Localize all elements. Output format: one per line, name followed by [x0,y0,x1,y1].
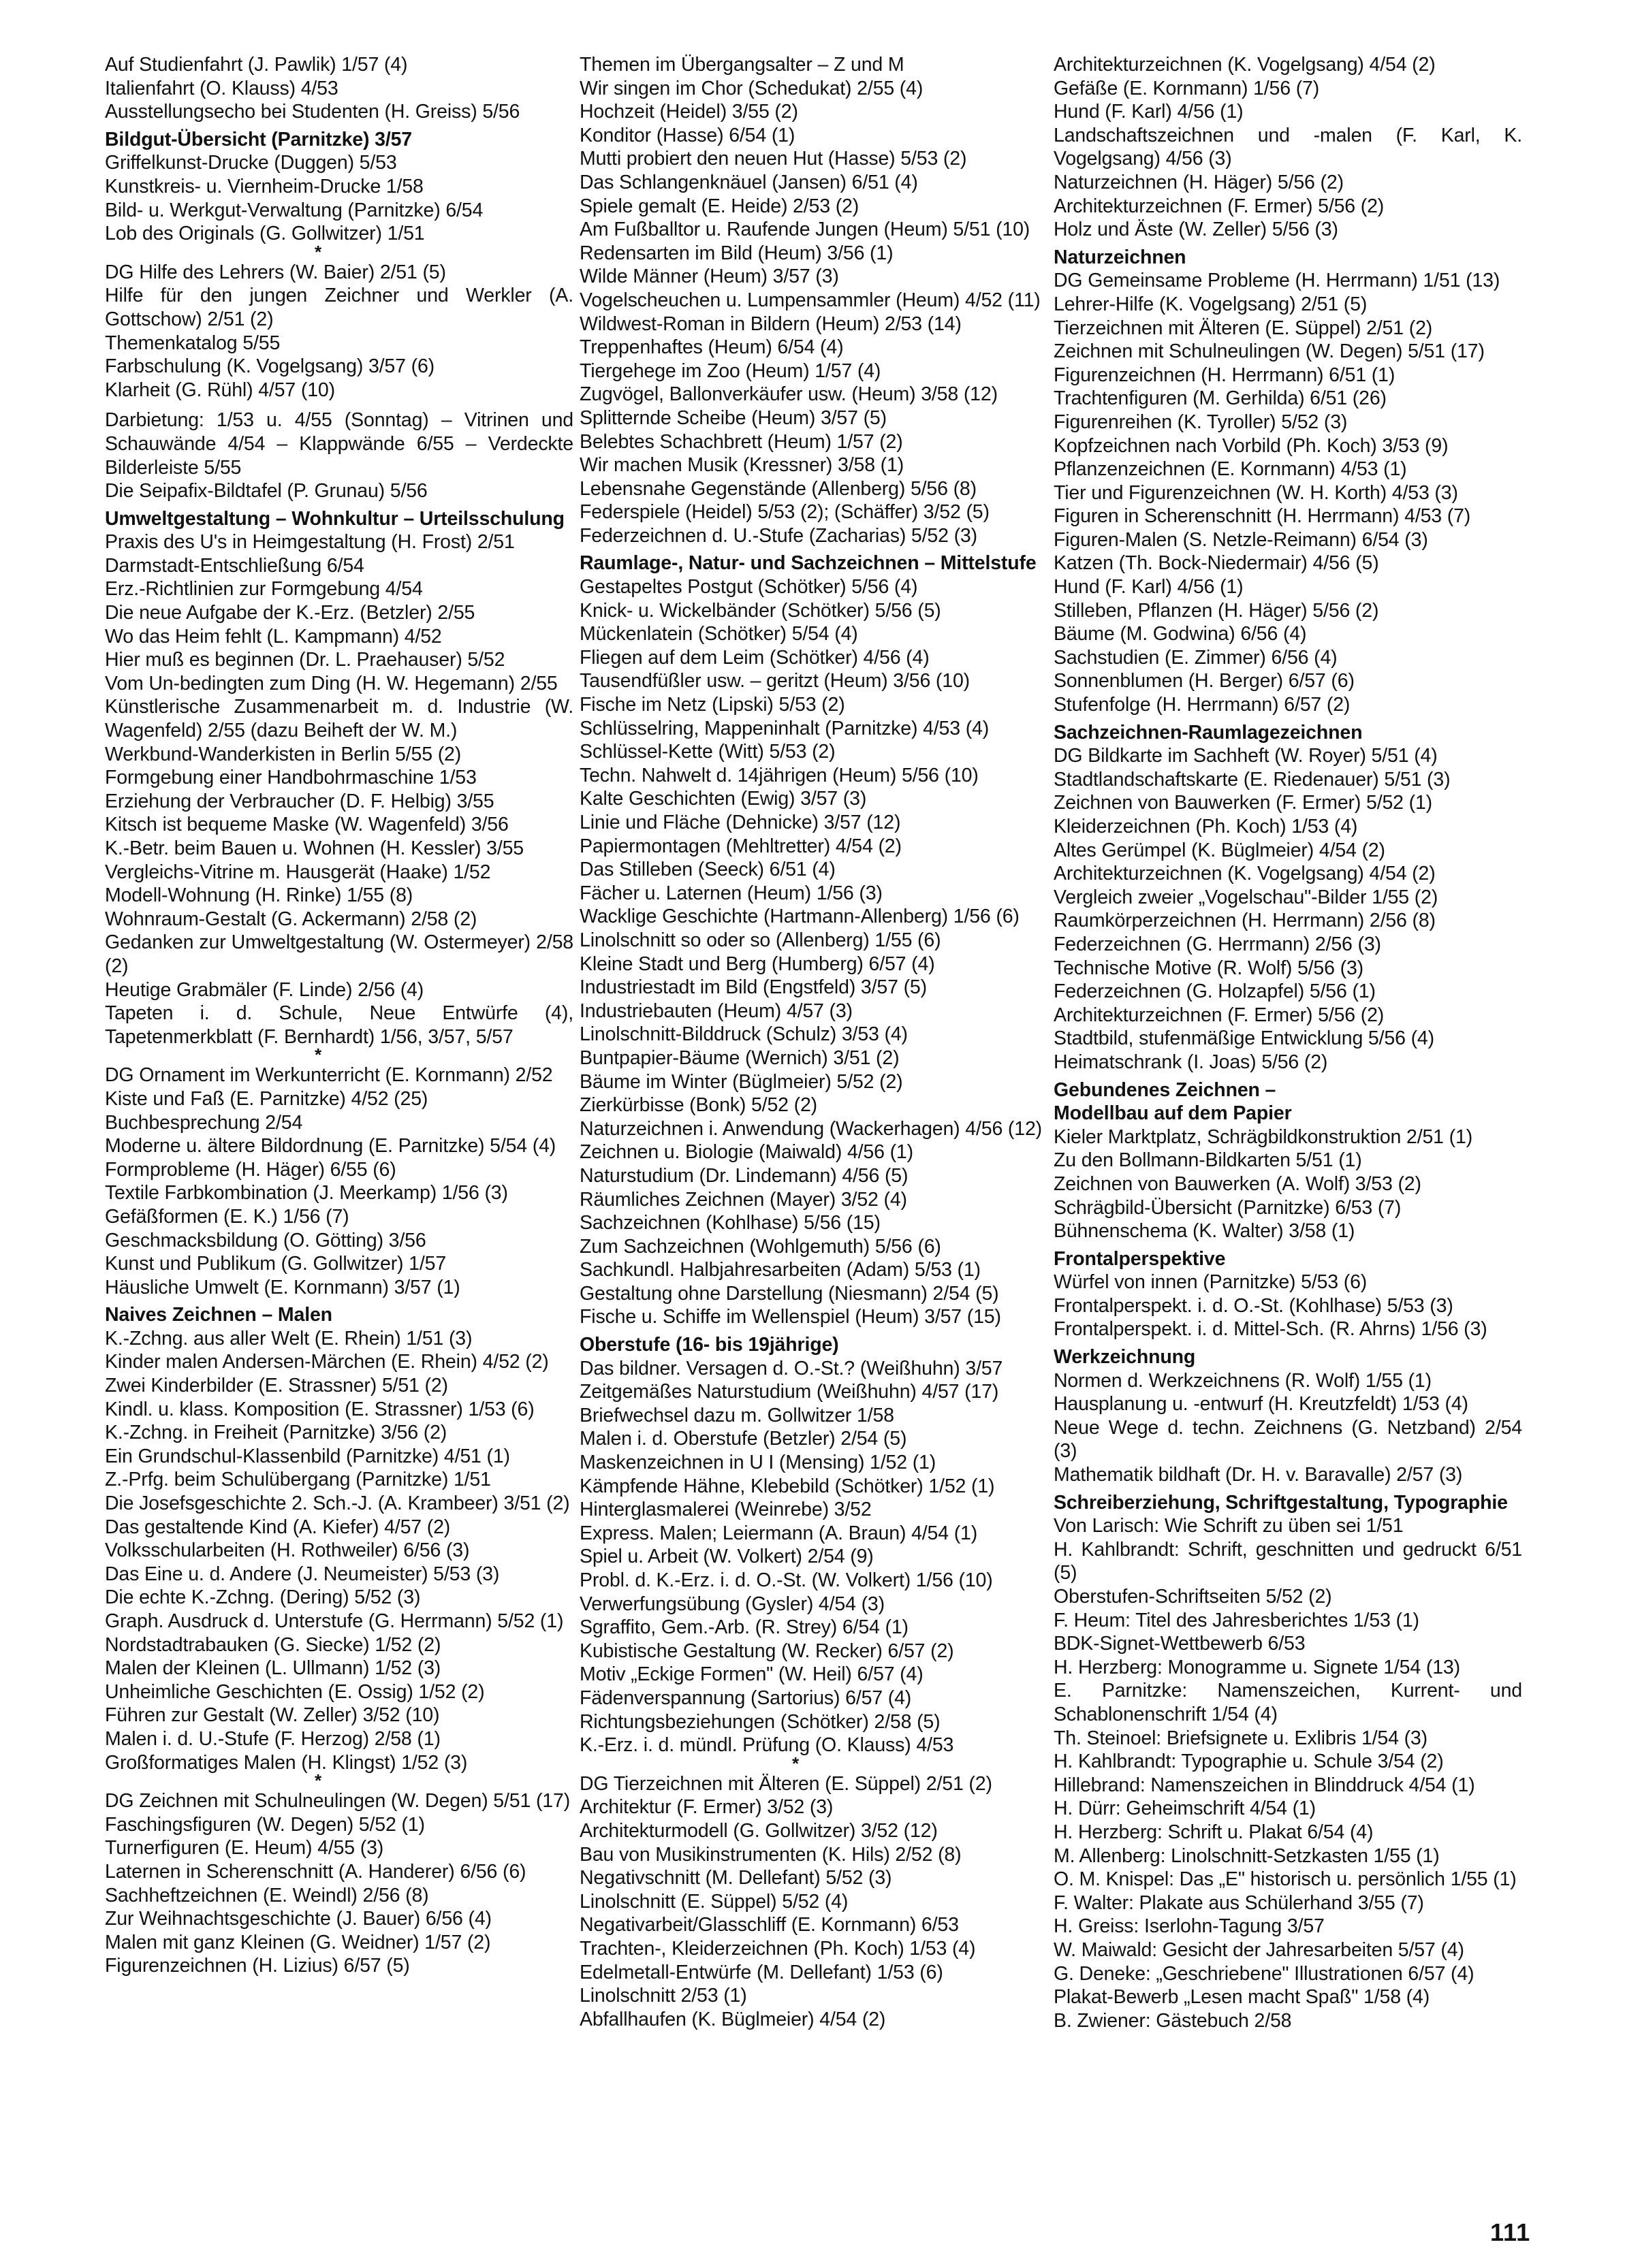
index-entry: K.-Zchng. in Freiheit (Parnitzke) 3/56 (2) [105,1422,447,1444]
separator-asterisk: * [792,1753,799,1774]
index-entry: Bau von Musikinstrumenten (K. Hils) 2/52 (8) [580,1843,962,1866]
index-entry: Negativschnitt (M. Dellefant) 5/52 (3) [580,1867,892,1889]
index-entry: Mathematik bildhaft (Dr. H. v. Baravalle) 2/57 (3) [1054,1464,1463,1486]
index-entry: Motiv „Eckige Formen" (W. Heil) 6/57 (4) [580,1663,924,1686]
index-entry: Holz und Äste (W. Zeller) 5/56 (3) [1054,219,1338,241]
index-entry: Volksschularbeiten (H. Rothweiler) 6/56 (3) [105,1539,470,1562]
index-entry: Faschingsfiguren (W. Degen) 5/52 (1) [105,1813,425,1836]
index-entry: Graph. Ausdruck d. Unterstufe (G. Herrmann) 5/52 (1) [105,1610,564,1632]
index-entry: Gefäßformen (E. K.) 1/56 (7) [105,1205,349,1228]
index-entry: Geschmacksbildung (O. Götting) 3/56 [105,1229,426,1251]
index-entry: Stadtbild, stufenmäßige Entwicklung 5/56 (4) [1054,1027,1434,1050]
index-entry: Schrägbild-Übersicht (Parnitzke) 6/53 (7) [1054,1196,1402,1219]
index-entry: Die Josefsgeschichte 2. Sch.-J. (A. Krambeer) 3/51 (2) [105,1492,570,1515]
index-entry: Richtungsbeziehungen (Schötker) 2/58 (5) [580,1710,941,1733]
index-entry: Sachheftzeichnen (E. Weindl) 2/56 (8) [105,1884,429,1906]
index-entry: Zur Weihnachtsgeschichte (J. Bauer) 6/56 (4) [105,1908,492,1930]
index-entry: Räumliches Zeichnen (Mayer) 3/52 (4) [580,1188,907,1211]
index-entry: Sachzeichnen (Kohlhase) 5/56 (15) [580,1212,881,1234]
index-entry: Pflanzenzeichnen (E. Kornmann) 4/53 (1) [1054,458,1407,481]
index-entry: M. Allenberg: Linolschnitt-Setzkasten 1/55 (1) [1054,1844,1440,1867]
index-entry: DG Zeichnen mit Schulneulingen (W. Degen) 5/51 (17) [105,1790,571,1812]
index-entry: Unheimliche Geschichten (E. Ossig) 1/52 (2) [105,1680,485,1703]
index-entry: Architekturzeichnen (K. Vogelgsang) 4/54 (2) [1054,863,1436,885]
index-entry: Schlüssel-Kette (Witt) 5/53 (2) [580,741,836,763]
index-entry: Malen mit ganz Kleinen (G. Weidner) 1/57 (2) [105,1931,491,1953]
index-entry: Linolschnitt so oder so (Allenberg) 1/55 (6) [580,929,941,951]
index-entry: Naturzeichnen (H. Häger) 5/56 (2) [1054,171,1344,193]
index-entry: Turnerfiguren (E. Heum) 4/55 (3) [105,1837,384,1859]
index-entry: Tierzeichnen mit Älteren (E. Süppel) 2/51 (2) [1054,317,1433,339]
index-entry: Wir machen Musik (Kressner) 3/58 (1) [580,454,904,477]
index-entry: Frontalperspekt. i. d. Mittel-Sch. (R. Ahrns) 1/56 (3) [1054,1318,1487,1341]
index-entry: Kalte Geschichten (Ewig) 3/57 (3) [580,788,867,810]
index-entry: Stilleben, Pflanzen (H. Häger) 5/56 (2) [1054,599,1379,622]
index-entry: Federzeichnen d. U.-Stufe (Zacharias) 5/52 (3) [580,524,977,547]
index-entry: Darbietung: 1/53 u. 4/55 (Sonntag) – Vitrinen und Schauwände 4/54 – Klappwände 6/55 – Verdeckte Bilderleiste 5/55 [105,409,573,479]
index-entry: Malen der Kleinen (L. Ullmann) 1/52 (3) [105,1657,441,1680]
index-entry: Kieler Marktplatz, Schrägbildkonstruktion 2/51 (1) [1054,1125,1473,1148]
section-heading: Oberstufe (16- bis 19jährige) [580,1334,839,1356]
index-entry: Papiermontagen (Mehltretter) 4/54 (2) [580,835,902,857]
section-heading: Werkzeichnung [1054,1346,1196,1369]
index-entry: Vergleich zweier „Vogelschau"-Bilder 1/55 (2) [1054,886,1438,908]
index-entry: Heimatschrank (I. Joas) 5/56 (2) [1054,1051,1328,1073]
index-entry: Tapeten i. d. Schule, Neue Entwürfe (4), Tapetenmerkblatt (F. Bernhardt) 1/56, 3/57, 5/57 [105,1002,573,1048]
index-entry: Sgraffito, Gem.-Arb. (R. Strey) 6/54 (1) [580,1616,909,1639]
index-entry: Das Eine u. d. Andere (J. Neumeister) 5/53 (3) [105,1563,500,1585]
index-entry: Kitsch ist bequeme Maske (W. Wagenfeld) 3/56 [105,814,509,836]
section-heading: Sachzeichnen-Raumlagezeichnen [1054,721,1363,744]
index-entry: Hillebrand: Namenszeichen in Blinddruck 4/54 (1) [1054,1774,1475,1796]
index-entry: Zeichnen mit Schulneulingen (W. Degen) 5/51 (17) [1054,340,1485,363]
index-entry: Modell-Wohnung (H. Rinke) 1/55 (8) [105,884,413,907]
index-column-3 [1054,53,1522,2032]
index-entry: Kubistische Gestaltung (W. Recker) 6/57 (2) [580,1640,954,1662]
index-entry: Spiel u. Arbeit (W. Volkert) 2/54 (9) [580,1546,874,1568]
index-entry: Hausplanung u. -entwurf (H. Kreutzfeldt) 1/53 (4) [1054,1393,1468,1416]
index-entry: Industriebauten (Heum) 4/57 (3) [580,1000,853,1022]
section-heading: Naives Zeichnen – Malen [105,1304,332,1326]
index-entry: Vom Un-bedingten zum Ding (H. W. Hegemann) 2/55 [105,672,558,694]
index-entry: Das Stilleben (Seeck) 6/51 (4) [580,859,836,881]
index-entry: Schlüsselring, Mappeninhalt (Parnitzke) 4/53 (4) [580,717,990,739]
index-entry: Verwerfungsübung (Gysler) 4/54 (3) [580,1593,885,1615]
page-number: 111 [1490,2218,1531,2246]
index-entry: Das gestaltende Kind (A. Kiefer) 4/57 (2) [105,1516,451,1538]
index-entry: Architekturzeichnen (K. Vogelgsang) 4/54 (2) [1054,54,1436,76]
index-entry: Belebtes Schachbrett (Heum) 1/57 (2) [580,430,903,453]
index-entry: Tier und Figurenzeichnen (W. H. Korth) 4/53 (3) [1054,481,1458,504]
index-entry: Tausendfüßler usw. – geritzt (Heum) 3/56 (10) [580,670,971,692]
index-column-1 [105,53,573,1978]
index-entry: Farbschulung (K. Vogelgsang) 3/57 (6) [105,355,435,378]
index-entry: H. Herzberg: Monogramme u. Signete 1/54 (13) [1054,1656,1460,1678]
index-entry: Würfel von innen (Parnitzke) 5/53 (6) [1054,1271,1368,1294]
index-entry: Darmstadt-Entschließung 6/54 [105,554,364,577]
index-entry: Figuren-Malen (S. Netzle-Reimann) 6/54 (3) [1054,528,1428,551]
index-entry: Vogelscheuchen u. Lumpensammler (Heum) 4/52 (11) [580,289,1041,311]
index-entry: Formprobleme (H. Häger) 6/55 (6) [105,1158,396,1181]
index-entry: Architekturzeichnen (F. Ermer) 5/56 (2) [1054,1004,1385,1026]
index-entry: K.-Zchng. aus aller Welt (E. Rhein) 1/51 (3) [105,1327,473,1349]
index-entry: Landschaftszeichnen und -malen (F. Karl, K. Vogelgsang) 4/56 (3) [1054,124,1522,170]
index-entry: Moderne u. ältere Bildordnung (E. Parnitzke) 5/54 (4) [105,1135,556,1157]
index-entry: Figurenreihen (K. Tyroller) 5/52 (3) [1054,411,1348,433]
index-entry: Techn. Nahwelt d. 14jährigen (Heum) 5/56 (10) [580,764,979,786]
index-entry: Künstlerische Zusammenarbeit m. d. Industrie (W. Wagenfeld) 2/55 (dazu Beiheft der W. M.) [105,696,573,742]
index-entry: Mutti probiert den neuen Hut (Hasse) 5/53 (2) [580,148,967,170]
index-entry: Bäume im Winter (Büglmeier) 5/52 (2) [580,1070,903,1093]
index-entry: Sonnenblumen (H. Berger) 6/57 (6) [1054,670,1355,692]
index-entry: Die echte K.-Zchng. (Dering) 5/52 (3) [105,1586,421,1609]
index-entry: Bäume (M. Godwina) 6/56 (4) [1054,623,1307,645]
index-entry: Wo das Heim fehlt (L. Kampmann) 4/52 [105,625,442,648]
index-entry: Express. Malen; Leiermann (A. Braun) 4/54 (1) [580,1522,978,1544]
index-entry: Hund (F. Karl) 4/56 (1) [1054,101,1244,123]
index-entry: Naturstudium (Dr. Lindemann) 4/56 (5) [580,1164,909,1187]
index-entry: Am Fußballtor u. Raufende Jungen (Heum) 5/51 (10) [580,219,1030,241]
index-entry: Kunst und Publikum (G. Gollwitzer) 1/57 [105,1253,447,1275]
index-entry: Klarheit (G. Rühl) 4/57 (10) [105,379,335,401]
index-entry: Die neue Aufgabe der K.-Erz. (Betzler) 2/55 [105,602,475,624]
index-entry: Zum Sachzeichnen (Wohlgemuth) 5/56 (6) [580,1235,941,1258]
index-entry: Altes Gerümpel (K. Büglmeier) 4/54 (2) [1054,839,1385,861]
index-entry: Treppenhaftes (Heum) 6/54 (4) [580,336,844,359]
index-entry: Hilfe für den jungen Zeichner und Werkler (A. Gottschow) 2/51 (2) [105,285,573,330]
index-entry: Gefäße (E. Kornmann) 1/56 (7) [1054,77,1320,99]
index-entry: H. Kahlbrandt: Schrift, geschnitten und gedruckt 6/51 (5) [1054,1538,1522,1584]
index-entry: Katzen (Th. Bock-Niedermair) 4/56 (5) [1054,552,1379,575]
index-entry: H. Dürr: Geheimschrift 4/54 (1) [1054,1798,1316,1820]
index-entry: E. Parnitzke: Namenszeichen, Kurrent- und Schablonenschrift 1/54 (4) [1054,1680,1522,1725]
section-heading: Frontalperspektive [1054,1247,1226,1270]
index-entry: Neue Wege d. techn. Zeichnens (G. Netzband) 2/54 (3) [1054,1416,1522,1463]
index-entry: Formgebung einer Handbohrmaschine 1/53 [105,767,477,789]
index-entry: Konditor (Hasse) 6/54 (1) [580,124,795,146]
index-entry: Wilde Männer (Heum) 3/57 (3) [580,266,839,288]
section-heading: Bildgut-Übersicht (Parnitzke) 3/57 [105,128,412,150]
index-entry: Ausstellungsecho bei Studenten (H. Greiss) 5/56 [105,101,520,123]
index-entry: Griffelkunst-Drucke (Duggen) 5/53 [105,152,397,174]
index-entry: Tiergehege im Zoo (Heum) 1/57 (4) [580,360,881,382]
index-entry: Malen i. d. Oberstufe (Betzler) 2/54 (5) [580,1428,907,1450]
index-entry: Das bildner. Versagen d. O.-St.? (Weißhuhn) 3/57 [580,1357,1003,1379]
index-entry: Mückenlatein (Schötker) 5/54 (4) [580,623,858,645]
index-entry: Redensarten im Bild (Heum) 3/56 (1) [580,242,894,264]
index-entry: Hinterglasmalerei (Weinrebe) 3/52 [580,1499,872,1521]
index-entry: Lehrer-Hilfe (K. Vogelgsang) 2/51 (5) [1054,293,1368,315]
index-entry: Knick- u. Wickelbänder (Schötker) 5/56 (5) [580,599,941,622]
index-entry: Gedanken zur Umweltgestaltung (W. Ostermeyer) 2/58 (2) [105,931,573,977]
index-entry: Abfallhaufen (K. Büglmeier) 4/54 (2) [580,2008,886,2030]
section-heading: Naturzeichnen [1054,246,1186,268]
section-heading: Raumlage-, Natur- und Sachzeichnen – Mittelstufe [580,552,1037,575]
separator-asterisk: * [315,241,321,262]
index-entry: Hund (F. Karl) 4/56 (1) [1054,576,1244,598]
index-entry: Figurenzeichnen (H. Lizius) 6/57 (5) [105,1955,410,1977]
index-entry: Fliegen auf dem Leim (Schötker) 4/56 (4) [580,646,930,669]
index-entry: Linie und Fläche (Dehnicke) 3/57 (12) [580,812,901,833]
index-entry: Fische im Netz (Lipski) 5/53 (2) [580,694,845,716]
index-entry: Linolschnitt (E. Süppel) 5/52 (4) [580,1890,849,1913]
index-entry: Kämpfende Hähne, Klebebild (Schötker) 1/52 (1) [580,1475,995,1497]
index-entry: Führen zur Gestalt (W. Zeller) 3/52 (10) [105,1704,440,1727]
index-entry: Federspiele (Heidel) 5/53 (2); (Schäffer) 3/52 (5) [580,501,990,524]
index-entry: Probl. d. K.-Erz. i. d. O.-St. (W. Volkert) 1/56 (10) [580,1569,993,1591]
index-entry: Linolschnitt-Bilddruck (Schulz) 3/53 (4) [580,1023,908,1046]
index-entry: Kiste und Faß (E. Parnitzke) 4/52 (25) [105,1087,428,1110]
index-entry: Trachtenfiguren (M. Gerhilda) 6/51 (26) [1054,387,1387,410]
index-entry: Splitternde Scheibe (Heum) 3/57 (5) [580,406,887,429]
index-entry: Erz.-Richtlinien zur Formgebung 4/54 [105,578,423,601]
section-heading: Modellbau auf dem Papier [1054,1102,1292,1125]
index-entry: Th. Steinoel: Briefsignete u. Exlibris 1/54 (3) [1054,1727,1427,1749]
index-entry: H. Greiss: Iserlohn-Tagung 3/57 [1054,1915,1325,1938]
index-entry: Architekturmodell (G. Gollwitzer) 3/52 (12) [580,1819,938,1842]
index-entry: Frontalperspekt. i. d. O.-St. (Kohlhase) 5/53 (3) [1054,1294,1453,1317]
index-entry: Zeichnen von Bauwerken (A. Wolf) 3/53 (2) [1054,1172,1421,1195]
separator-asterisk: * [315,1770,321,1791]
index-entry: Heutige Grabmäler (F. Linde) 2/56 (4) [105,978,424,1001]
index-entry: Normen d. Werkzeichnens (R. Wolf) 1/55 (1) [1054,1369,1432,1392]
index-entry: H. Herzberg: Schrift u. Plakat 6/54 (4) [1054,1821,1374,1843]
index-entry: DG Ornament im Werkunterricht (E. Kornmann) 2/52 [105,1064,553,1087]
index-entry: Architekturzeichnen (F. Ermer) 5/56 (2) [1054,195,1385,217]
index-entry: Sachkundl. Halbjahresarbeiten (Adam) 5/53 (1) [580,1259,981,1281]
index-entry: Maskenzeichnen in U I (Mensing) 1/52 (1) [580,1452,936,1474]
index-entry: Gestapeltes Postgut (Schötker) 5/56 (4) [580,576,918,598]
index-entry: Zu den Bollmann-Bildkarten 5/51 (1) [1054,1149,1362,1172]
index-entry: DG Hilfe des Lehrers (W. Baier) 2/51 (5) [105,261,446,283]
index-entry: Edelmetall-Entwürfe (M. Dellefant) 1/53 (6) [580,1961,943,1983]
index-entry: Kindl. u. klass. Komposition (E. Strassner) 1/53 (6) [105,1398,535,1420]
index-entry: Wildwest-Roman in Bildern (Heum) 2/53 (14) [580,313,962,335]
index-entry: DG Bildkarte im Sachheft (W. Royer) 5/51 (4) [1054,745,1438,767]
index-entry: Zugvögel, Ballonverkäufer usw. (Heum) 3/58 (12) [580,383,998,406]
index-entry: Von Larisch: Wie Schrift zu üben sei 1/51 [1054,1515,1404,1537]
index-entry: Großformatiges Malen (H. Klingst) 1/52 (3) [105,1751,468,1774]
index-entry: Zeitgemäßes Naturstudium (Weißhuhn) 4/57 (17) [580,1381,999,1403]
index-entry: Negativarbeit/Glasschliff (E. Kornmann) 6/53 [580,1914,959,1936]
index-entry: DG Tierzeichnen mit Älteren (E. Süppel) 2/51 (2) [580,1772,992,1795]
index-entry: Häusliche Umwelt (E. Kornmann) 3/57 (1) [105,1276,460,1298]
index-entry: Federzeichnen (G. Holzapfel) 5/56 (1) [1054,980,1376,1003]
index-entry: Zierkürbisse (Bonk) 5/52 (2) [580,1094,818,1117]
index-entry: Figurenzeichnen (H. Herrmann) 6/51 (1) [1054,364,1395,386]
index-entry: Architektur (F. Ermer) 3/52 (3) [580,1796,834,1819]
section-heading: Schreiberziehung, Schriftgestaltung, Typographie [1054,1491,1508,1514]
index-entry: Hochzeit (Heidel) 3/55 (2) [580,101,798,123]
index-entry: Laternen in Scherenschnitt (A. Handerer) 6/56 (6) [105,1860,526,1883]
index-entry: Wohnraum-Gestalt (G. Ackermann) 2/58 (2) [105,908,477,930]
index-entry: B. Zwiener: Gästebuch 2/58 [1054,2009,1292,2032]
index-entry: H. Kahlbrandt: Typographie u. Schule 3/54 (2) [1054,1751,1444,1773]
index-entry: Zeichnen u. Biologie (Maiwald) 4/56 (1) [580,1141,913,1164]
index-entry: Fächer u. Laternen (Heum) 1/56 (3) [580,882,883,904]
separator-asterisk: * [315,1044,321,1066]
index-entry: Wir singen im Chor (Schedukat) 2/55 (4) [580,77,924,99]
index-entry: Trachten-, Kleiderzeichnen (Ph. Koch) 1/53 (4) [580,1937,976,1960]
index-entry: Raumkörperzeichnen (H. Herrmann) 2/56 (8) [1054,910,1436,932]
index-entry: Kinder malen Andersen-Märchen (E. Rhein) 4/52 (2) [105,1351,549,1373]
index-entry: F. Heum: Titel des Jahresberichtes 1/53 (1) [1054,1609,1419,1631]
index-entry: Industriestadt im Bild (Engstfeld) 3/57 (5) [580,976,927,999]
index-entry: Fische u. Schiffe im Wellenspiel (Heum) 3/57 (15) [580,1306,1001,1328]
index-entry: Zwei Kinderbilder (E. Strassner) 5/51 (2) [105,1375,448,1397]
index-entry: Fädenverspannung (Sartorius) 6/57 (4) [580,1687,912,1709]
index-entry: Auf Studienfahrt (J. Pawlik) 1/57 (4) [105,54,408,76]
index-entry: F. Walter: Plakate aus Schülerhand 3/55 (7) [1054,1891,1424,1914]
index-entry: Bühnenschema (K. Walter) 3/58 (1) [1054,1220,1355,1243]
index-entry: Kunstkreis- u. Viernheim-Drucke 1/58 [105,175,424,197]
index-entry: Vergleichs-Vitrine m. Hausgerät (Haake) 1/52 [105,861,491,883]
index-entry: Italienfahrt (O. Klauss) 4/53 [105,77,338,99]
index-entry: BDK-Signet-Wettbewerb 6/53 [1054,1633,1306,1655]
index-entry: Kleiderzeichnen (Ph. Koch) 1/53 (4) [1054,816,1358,837]
index-entry: O. M. Knispel: Das „E" historisch u. persönlich 1/55 (1) [1054,1868,1517,1891]
index-entry: Gestaltung ohne Darstellung (Niesmann) 2/54 (5) [580,1282,999,1305]
index-entry: Spiele gemalt (E. Heide) 2/53 (2) [580,195,859,217]
index-entry: Stufenfolge (H. Herrmann) 6/57 (2) [1054,694,1351,716]
index-entry: Praxis des U's in Heimgestaltung (H. Frost) 2/51 [105,531,515,554]
index-entry: Lob des Originals (G. Gollwitzer) 1/51 [105,223,425,245]
index-entry: Oberstufen-Schriftseiten 5/52 (2) [1054,1586,1332,1608]
index-entry: Textile Farbkombination (J. Meerkamp) 1/56 (3) [105,1182,508,1204]
index-entry: Buchbesprechung 2/54 [105,1111,303,1134]
index-entry: Wacklige Geschichte (Hartmann-Allenberg) 1/56 (6) [580,906,1020,928]
section-heading: Umweltgestaltung – Wohnkultur – Urteilsschulung [105,507,565,530]
index-column-2 [580,53,1048,2031]
index-entry: Buntpapier-Bäume (Wernich) 3/51 (2) [580,1047,900,1069]
index-entry: K.-Betr. beim Bauen u. Wohnen (H. Kessler) 3/55 [105,837,524,859]
index-entry: Figuren in Scherenschnitt (H. Herrmann) 4/53 (7) [1054,505,1471,528]
index-entry: Das Schlangenknäuel (Jansen) 6/51 (4) [580,171,918,193]
index-entry: Naturzeichnen i. Anwendung (Wackerhagen) 4/56 (12) [580,1117,1043,1140]
index-entry: K.-Erz. i. d. mündl. Prüfung (O. Klauss) 4/53 [580,1734,954,1757]
index-entry: Federzeichnen (G. Herrmann) 2/56 (3) [1054,933,1381,955]
index-entry: Lebensnahe Gegenstände (Allenberg) 5/56 (8) [580,477,977,500]
index-entry: G. Deneke: „Geschriebene" Illustrationen 6/57 (4) [1054,1962,1474,1985]
index-entry: Linolschnitt 2/53 (1) [580,1985,747,2007]
index-entry: Nordstadtrabauken (G. Siecke) 1/52 (2) [105,1633,441,1656]
index-entry: Die Seipafix-Bildtafel (P. Grunau) 5/56 [105,480,428,502]
index-entry: Themenkatalog 5/55 [105,332,281,354]
index-entry: DG Gemeinsame Probleme (H. Herrmann) 1/51 (13) [1054,270,1500,292]
index-entry: Stadtlandschaftskarte (E. Riedenauer) 5/51 (3) [1054,768,1451,790]
index-entry: Plakat-Bewerb „Lesen macht Spaß" 1/58 (4) [1054,1986,1430,2009]
section-heading: Gebundenes Zeichnen – [1054,1079,1276,1101]
index-entry: Erziehung der Verbraucher (D. F. Helbig) 3/55 [105,790,494,812]
index-entry: Zeichnen von Bauwerken (F. Ermer) 5/52 (1) [1054,792,1433,814]
index-entry: Z.-Prfg. beim Schulübergang (Parnitzke) 1/51 [105,1469,491,1491]
index-entry: Technische Motive (R. Wolf) 5/56 (3) [1054,957,1363,979]
index-entry: Malen i. d. U.-Stufe (F. Herzog) 2/58 (1) [105,1727,441,1750]
index-entry: W. Maiwald: Gesicht der Jahresarbeiten 5/57 (4) [1054,1938,1464,1961]
index-entry: Werkbund-Wanderkisten in Berlin 5/55 (2) [105,743,462,765]
index-entry: Briefwechsel dazu m. Gollwitzer 1/58 [580,1404,894,1426]
index-entry: Kopfzeichnen nach Vorbild (Ph. Koch) 3/53 (9) [1054,434,1449,457]
index-entry: Ein Grundschul-Klassenbild (Parnitzke) 4/51 (1) [105,1445,510,1467]
index-entry: Hier muß es beginnen (Dr. L. Praehauser) 5/52 [105,649,505,671]
index-entry: Themen im Übergangsalter – Z und M [580,54,904,76]
index-entry: Bild- u. Werkgut-Verwaltung (Parnitzke) 6/54 [105,199,484,221]
index-entry: Sachstudien (E. Zimmer) 6/56 (4) [1054,646,1338,669]
index-entry: Kleine Stadt und Berg (Humberg) 6/57 (4) [580,953,935,975]
